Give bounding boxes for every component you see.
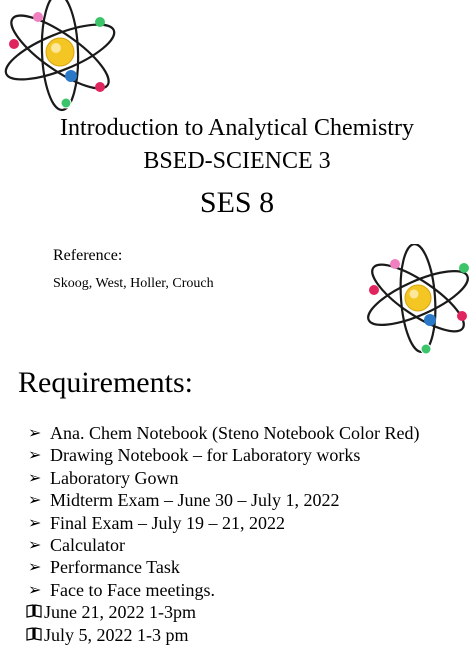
arrow-bullet-icon: ➢ (28, 557, 42, 577)
title-line-2: BSED-SCIENCE 3 (143, 148, 331, 174)
list-item (28, 601, 419, 623)
arrow-bullet-icon: ➢ (28, 512, 42, 532)
list-item-text: July 5, 2022 1-3 pm (44, 624, 189, 645)
list-item-text: Ana. Chem Notebook (Steno Notebook Color Red) (50, 423, 420, 443)
book-bullet-icon (26, 601, 44, 623)
list-item-text: Final Exam – July 19 – 21, 2022 (50, 512, 285, 533)
list-item (28, 422, 419, 444)
list-item-text: Calculator (50, 534, 125, 555)
list-item (28, 556, 419, 578)
requirements-heading: Requirements: (18, 366, 193, 399)
book-bullet-icon (26, 624, 44, 646)
list-item (28, 579, 419, 601)
arrow-bullet-icon: ➢ (28, 445, 42, 465)
arrow-bullet-icon: ➢ (28, 534, 42, 554)
list-item (28, 534, 419, 556)
list-item-text: Midterm Exam – June 30 – July 1, 2022 (50, 490, 340, 511)
arrow-bullet-icon: ➢ (28, 467, 42, 487)
list-item-text: Face to Face meetings. (50, 579, 215, 600)
list-item-text: Performance Task (50, 557, 180, 578)
list-item (28, 444, 419, 466)
list-item (28, 512, 419, 534)
arrow-bullet-icon: ➢ (28, 490, 42, 510)
reference-label: Reference: (53, 247, 123, 264)
atom-icon (360, 244, 474, 360)
arrow-bullet-icon: ➢ (28, 579, 42, 599)
list-item (28, 489, 419, 511)
list-item-text: June 21, 2022 1-3pm (44, 602, 196, 623)
list-item-text: Laboratory Gown (50, 467, 179, 488)
list-item-text: Drawing Notebook – for Laboratory works (50, 445, 361, 466)
title-line-3: SES 8 (199, 186, 275, 219)
requirements-list (28, 422, 419, 646)
arrow-bullet-icon: ➢ (28, 423, 42, 442)
list-item (28, 467, 419, 489)
atom-icon (0, 0, 132, 112)
reference-authors: Skoog, West, Holler, Crouch (53, 276, 214, 291)
list-item (28, 624, 419, 646)
title-line-1: Introduction to Analytical Chemistry (60, 115, 414, 141)
